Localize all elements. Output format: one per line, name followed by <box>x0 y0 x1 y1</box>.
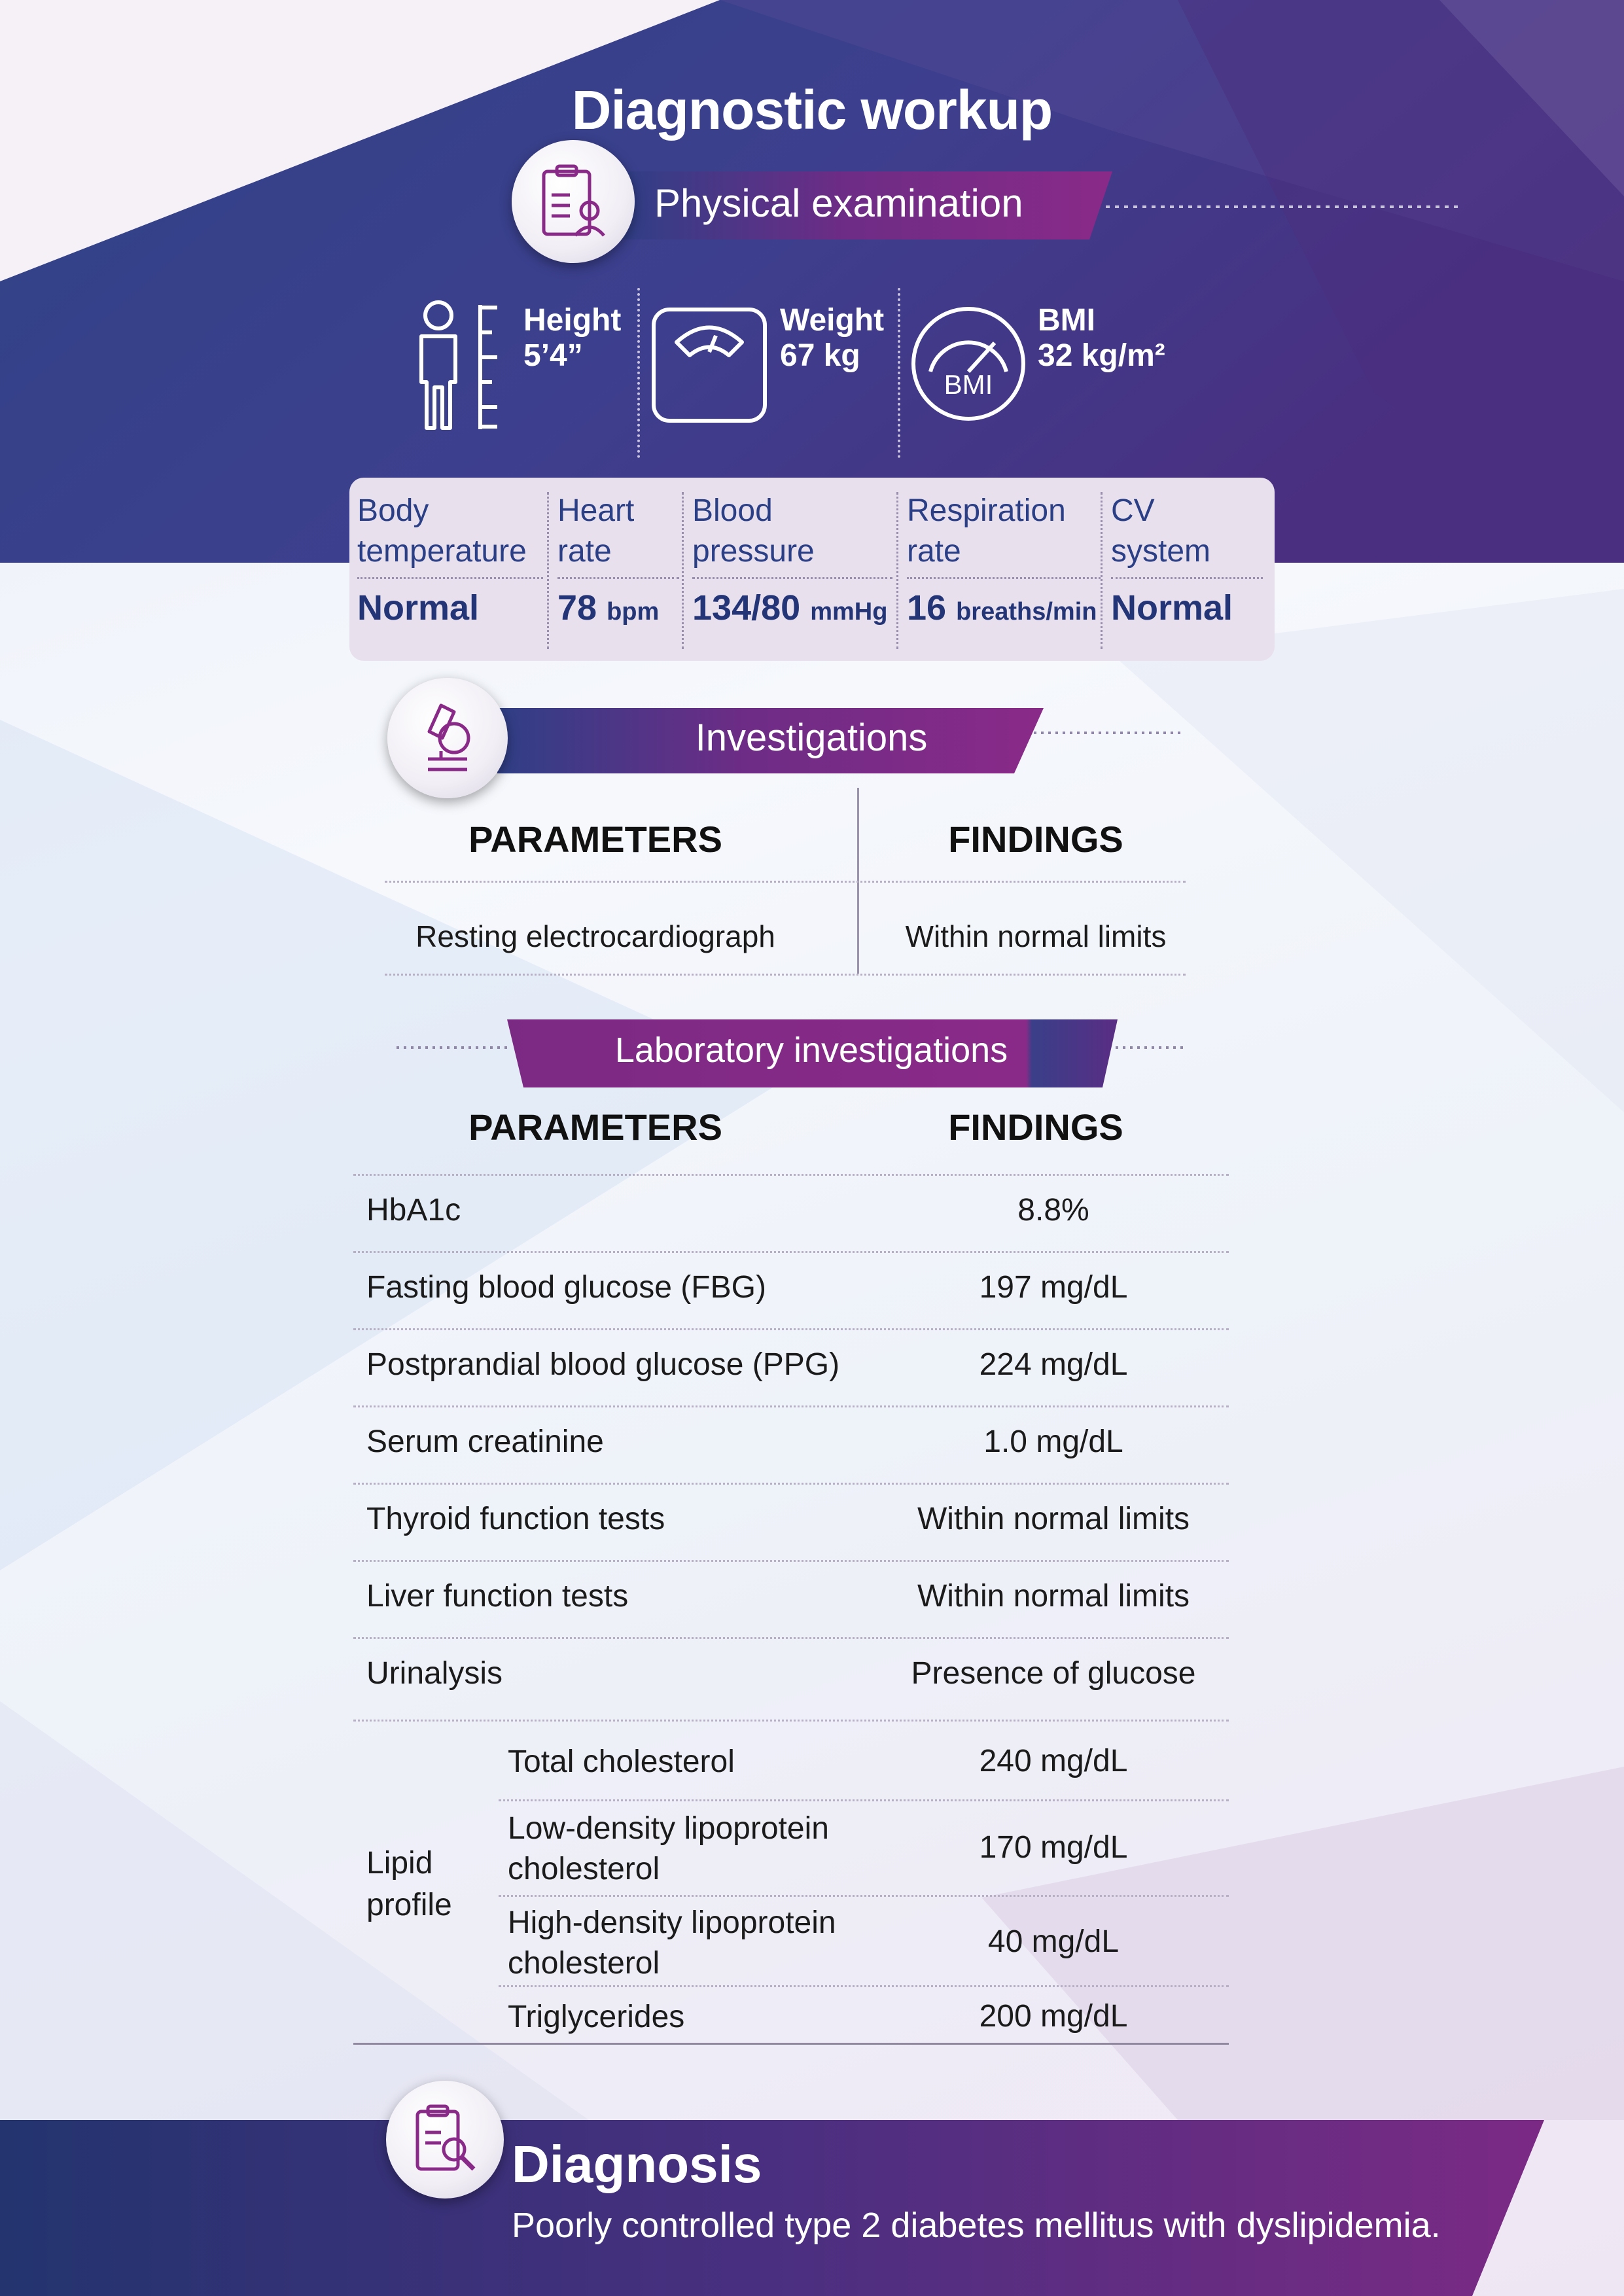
table-row-finding: Presence of glucose <box>911 1656 1196 1691</box>
vital-value: 134/80 <box>692 588 801 627</box>
divider <box>353 1328 1229 1330</box>
divider <box>682 492 684 649</box>
vital-value: 16 <box>907 588 947 627</box>
vital-unit: bpm <box>607 598 660 626</box>
divider <box>896 492 898 649</box>
lipid-row-text: Total cholesterol <box>508 1744 735 1779</box>
vital-value: 78 <box>557 588 597 627</box>
bmi-gauge-icon <box>911 306 1026 421</box>
clipboard-doctor-icon <box>512 140 635 263</box>
vital-label: rate <box>907 534 961 569</box>
lipid-row-parameter <box>508 1809 829 1890</box>
divider <box>499 1895 1229 1897</box>
table-row-finding: 224 mg/dL <box>979 1347 1128 1382</box>
divider <box>353 1174 1229 1176</box>
table-row-parameter: HbA1c <box>366 1193 461 1227</box>
vital-unit: breaths/min <box>956 598 1097 626</box>
table-row-parameter: Thyroid function tests <box>366 1502 665 1536</box>
metric-divider <box>898 288 900 458</box>
table-row-finding: 1.0 mg/dL <box>983 1424 1123 1459</box>
lipid-row-finding: 240 mg/dL <box>979 1744 1128 1778</box>
divider <box>353 2043 1229 2045</box>
lipid-row-finding: 200 mg/dL <box>979 1999 1128 2034</box>
table-row-finding: 8.8% <box>1017 1193 1089 1227</box>
bmi-value: 32 kg/m² <box>1038 338 1165 373</box>
vital-blood-pressure <box>684 478 894 661</box>
vital-label: CV <box>1111 493 1155 528</box>
table-row-finding: Within normal limits <box>917 1502 1190 1536</box>
table-row-finding: Within normal limits <box>917 1579 1190 1614</box>
page-title: Diagnostic workup <box>571 79 1053 141</box>
divider <box>385 881 1186 883</box>
table-row-parameter: Serum creatinine <box>366 1424 604 1459</box>
table-row-finding: Within normal limits <box>905 919 1167 953</box>
clipboard-search-icon <box>386 2081 504 2199</box>
investigations-col-parameters: PARAMETERS <box>468 819 722 860</box>
diagnosis-text: Poorly controlled type 2 diabetes mellitus with dyslipidemia. <box>512 2206 1441 2245</box>
bmi-label: BMI <box>1038 303 1095 338</box>
table-row-parameter: Resting electrocardiograph <box>415 919 775 953</box>
lipid-profile-label <box>366 1843 452 1926</box>
investigations-banner: Investigations <box>695 716 928 759</box>
lab-col-findings: FINDINGS <box>948 1106 1123 1148</box>
height-label: Height <box>523 303 622 338</box>
vital-body-temperature <box>349 478 546 661</box>
divider <box>353 1405 1229 1407</box>
weight-value: 67 kg <box>780 338 860 373</box>
lipid-row-finding: 40 mg/dL <box>987 1924 1120 1959</box>
divider <box>357 577 543 579</box>
divider <box>692 577 892 579</box>
vital-heart-rate <box>550 478 680 661</box>
vital-cv-system <box>1103 478 1275 661</box>
vital-value: Normal <box>1111 588 1233 627</box>
vital-label: Heart <box>557 493 635 528</box>
vital-label: Blood <box>692 493 773 528</box>
bmi-metric <box>911 294 1212 438</box>
table-row-parameter: Urinalysis <box>366 1656 503 1691</box>
divider <box>1101 492 1103 649</box>
lipid-row-text: cholesterol <box>508 1852 660 1886</box>
bmi-icon-text: BMI <box>944 369 993 400</box>
height-value: 5’4” <box>523 338 583 373</box>
lipid-row-text: High-density lipoprotein <box>508 1905 836 1940</box>
divider <box>353 1560 1229 1562</box>
diagnosis-heading: Diagnosis <box>512 2135 762 2193</box>
vital-unit: mmHg <box>810 598 888 626</box>
divider <box>557 577 679 579</box>
lab-banner: Laboratory investigations <box>614 1031 1008 1070</box>
divider <box>547 492 549 649</box>
table-row-parameter: Postprandial blood glucose (PPG) <box>366 1347 840 1382</box>
divider <box>353 1251 1229 1253</box>
vital-label: Body <box>357 493 429 528</box>
vital-label: temperature <box>357 534 527 569</box>
divider <box>907 577 1101 579</box>
lipid-row-text: cholesterol <box>508 1946 660 1981</box>
lipid-row-text: Triglycerides <box>508 2000 685 2034</box>
lipid-label-line: profile <box>366 1888 452 1922</box>
lipid-label-line: Lipid <box>366 1846 433 1881</box>
lipid-row-parameter <box>508 1903 836 1984</box>
vitals-panel <box>349 478 1275 661</box>
table-row-parameter: Liver function tests <box>366 1579 629 1614</box>
weight-label: Weight <box>780 303 885 338</box>
height-metric <box>412 294 628 438</box>
table-row-finding: 197 mg/dL <box>979 1270 1128 1305</box>
divider <box>1111 577 1263 579</box>
table-row-parameter: Fasting blood glucose (FBG) <box>366 1270 766 1305</box>
divider <box>499 1799 1229 1801</box>
divider <box>353 1720 1229 1722</box>
metric-divider <box>637 288 640 458</box>
physical-exam-banner: Physical examination <box>654 181 1023 225</box>
divider <box>353 1483 1229 1485</box>
lab-col-parameters: PARAMETERS <box>468 1106 722 1148</box>
weight-metric <box>650 294 899 438</box>
vital-value: Normal <box>357 588 480 627</box>
divider <box>353 1637 1229 1639</box>
person-height-icon <box>412 298 504 436</box>
divider <box>499 1985 1229 1987</box>
lipid-row-finding: 170 mg/dL <box>979 1830 1128 1865</box>
vital-label: system <box>1111 534 1211 569</box>
scale-icon <box>650 306 768 424</box>
lipid-row-text: Low-density lipoprotein <box>508 1811 829 1846</box>
vital-label: rate <box>557 534 612 569</box>
vital-respiration-rate <box>899 478 1102 661</box>
microscope-icon <box>387 678 508 798</box>
divider <box>385 974 1186 976</box>
lipid-row-parameter <box>508 1742 735 1782</box>
vital-label: pressure <box>692 534 815 569</box>
investigations-col-findings: FINDINGS <box>948 819 1123 860</box>
vital-label: Respiration <box>907 493 1066 528</box>
lipid-row-parameter <box>508 1997 684 2038</box>
